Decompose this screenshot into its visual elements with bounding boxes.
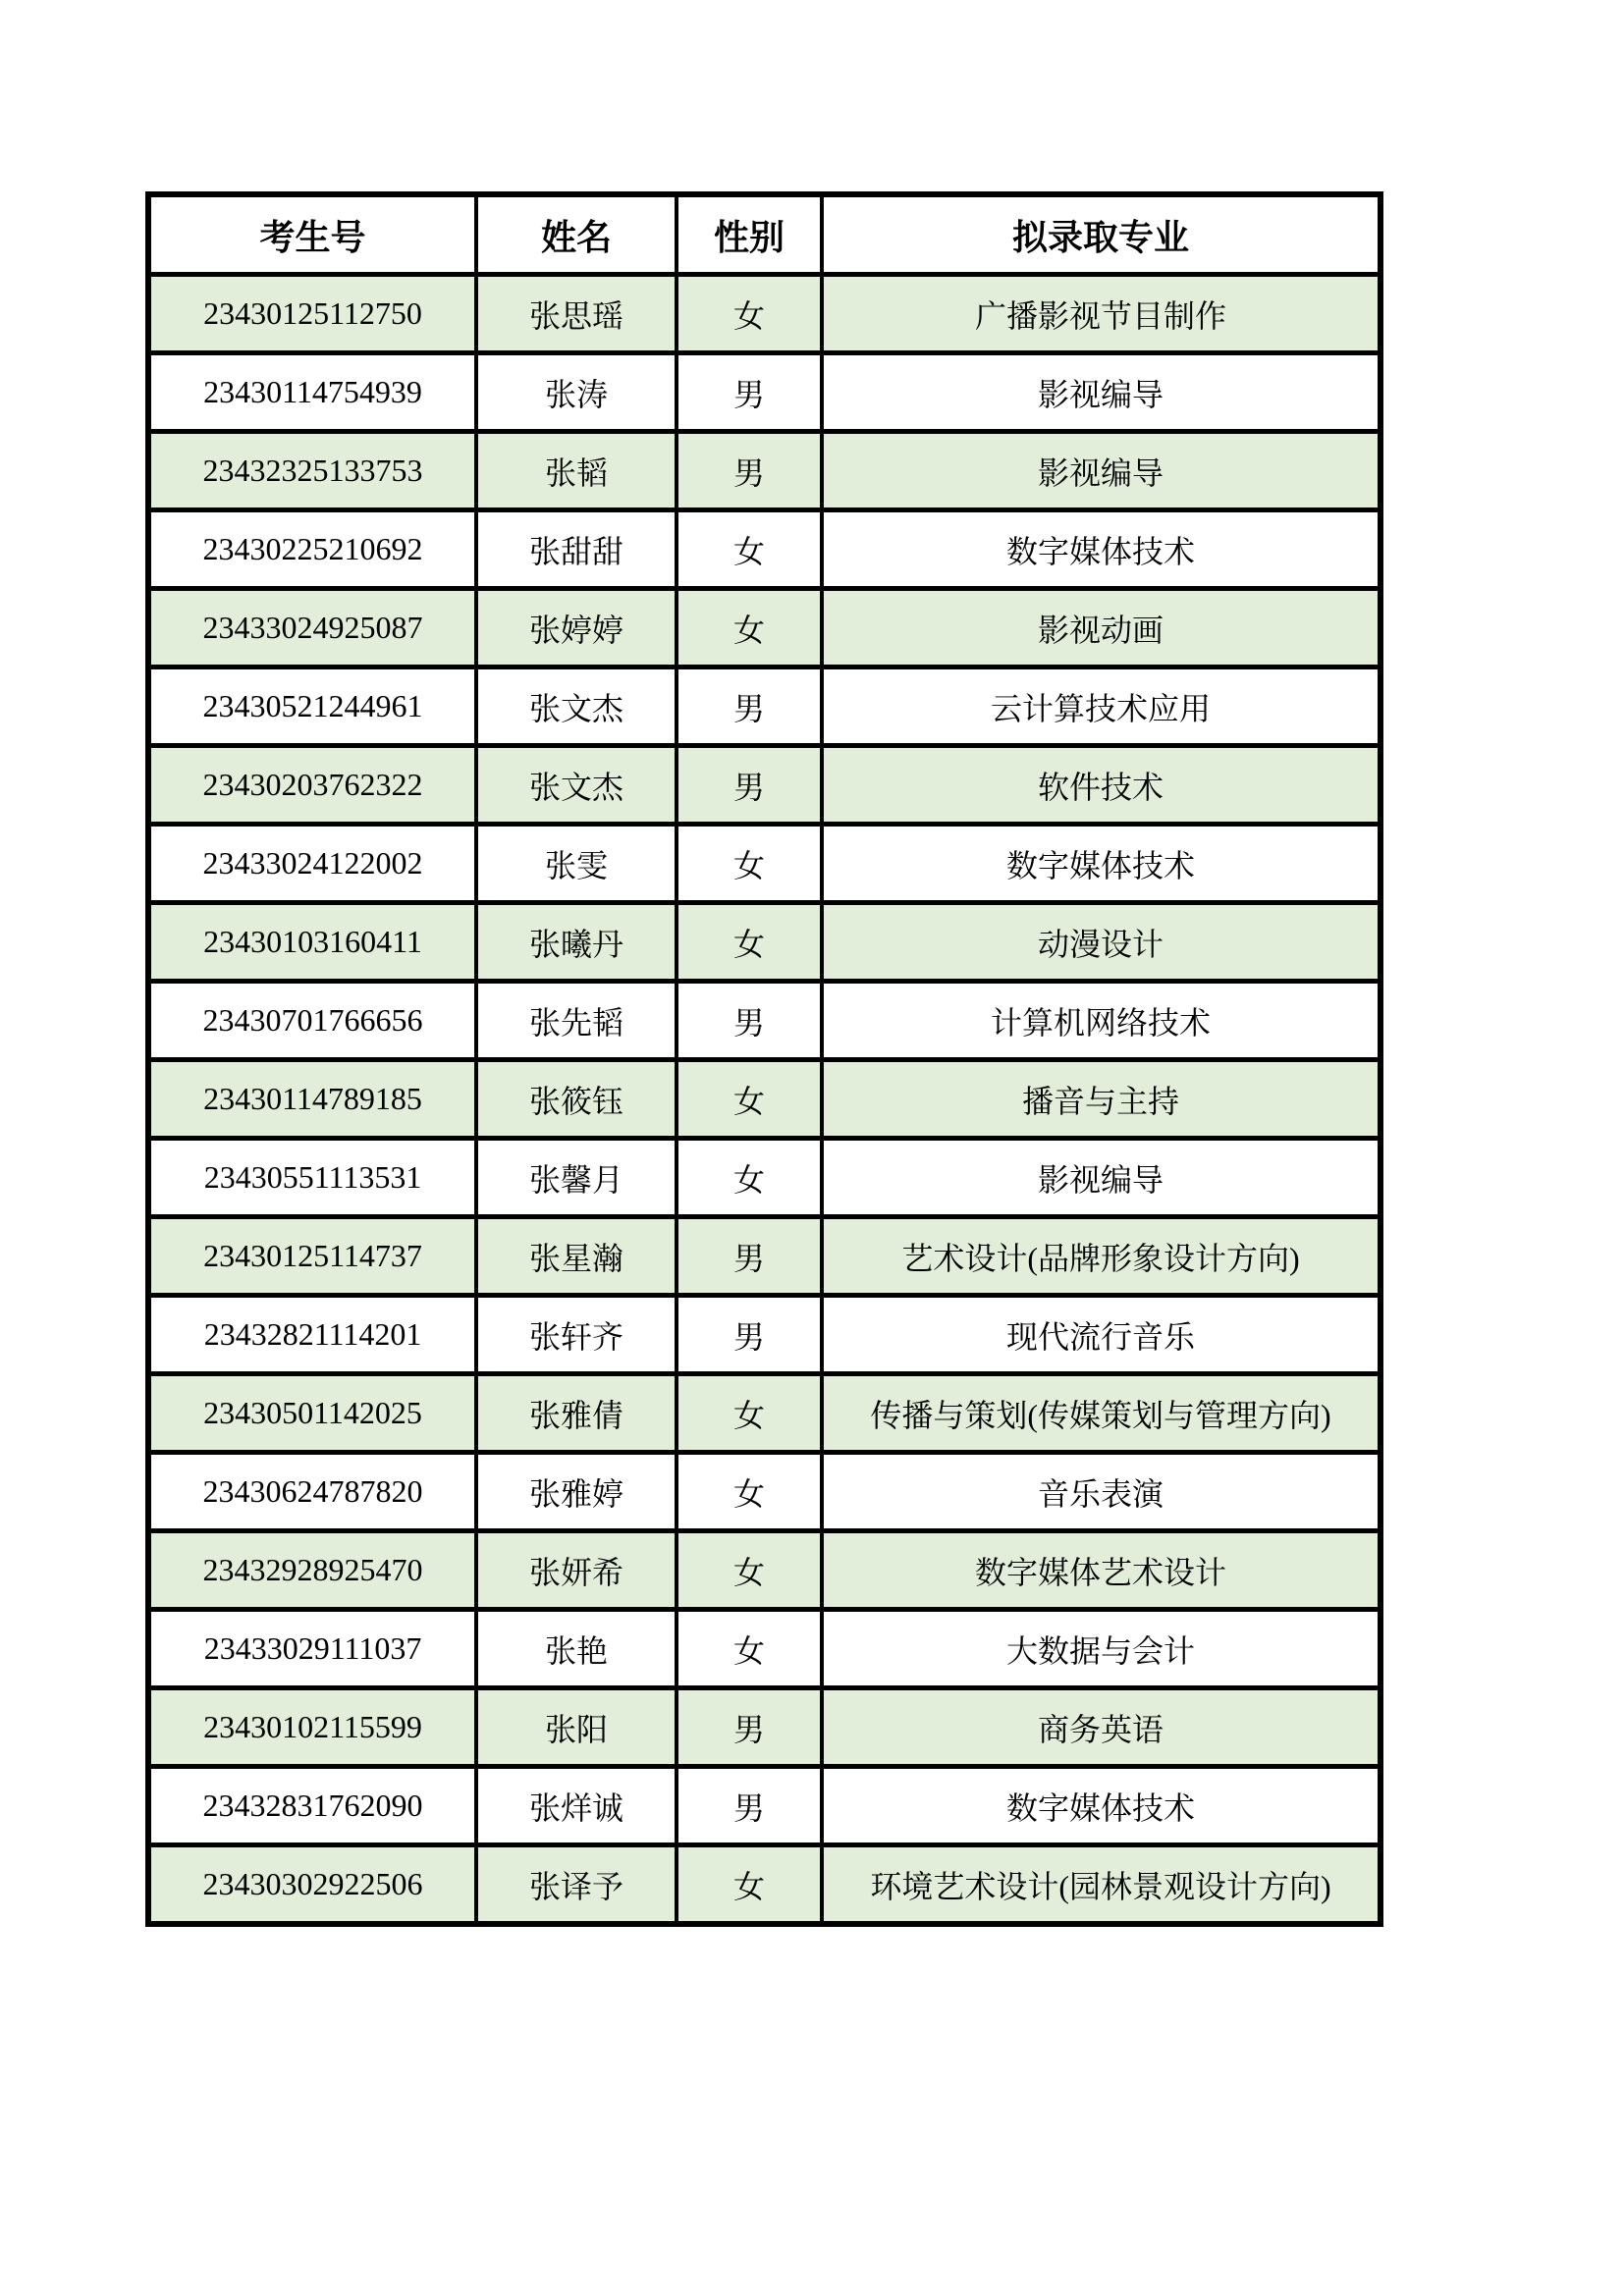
cell-major: 软件技术 xyxy=(822,746,1380,825)
cell-gender: 男 xyxy=(677,1688,822,1767)
cell-exam-no: 23430501142025 xyxy=(148,1374,476,1453)
cell-gender: 男 xyxy=(677,746,822,825)
cell-gender: 女 xyxy=(677,275,822,353)
table-row xyxy=(148,432,1380,510)
table-row xyxy=(148,1296,1380,1374)
col-header-major: 拟录取专业 xyxy=(822,194,1380,275)
cell-major: 数字媒体艺术设计 xyxy=(822,1531,1380,1610)
table-row xyxy=(148,1531,1380,1610)
cell-major: 广播影视节目制作 xyxy=(822,275,1380,353)
table-row xyxy=(148,1139,1380,1217)
cell-major: 商务英语 xyxy=(822,1688,1380,1767)
cell-name: 张雅婷 xyxy=(476,1453,677,1531)
cell-name: 张文杰 xyxy=(476,667,677,746)
cell-exam-no: 23430125114737 xyxy=(148,1217,476,1296)
cell-exam-no: 23430114754939 xyxy=(148,353,476,432)
cell-gender: 男 xyxy=(677,1296,822,1374)
table-row xyxy=(148,1453,1380,1531)
cell-exam-no: 23432821114201 xyxy=(148,1296,476,1374)
col-header-name: 姓名 xyxy=(476,194,677,275)
cell-major: 数字媒体技术 xyxy=(822,1767,1380,1845)
cell-exam-no: 23432831762090 xyxy=(148,1767,476,1845)
cell-exam-no: 23430551113531 xyxy=(148,1139,476,1217)
cell-major: 大数据与会计 xyxy=(822,1610,1380,1688)
cell-exam-no: 23433024925087 xyxy=(148,589,476,667)
admission-table xyxy=(145,191,1383,1927)
cell-major: 传播与策划(传媒策划与管理方向) xyxy=(822,1374,1380,1453)
cell-gender: 男 xyxy=(677,1217,822,1296)
cell-name: 张筱钰 xyxy=(476,1060,677,1139)
cell-gender: 男 xyxy=(677,1767,822,1845)
cell-exam-no: 23430225210692 xyxy=(148,510,476,589)
cell-major: 音乐表演 xyxy=(822,1453,1380,1531)
cell-name: 张涛 xyxy=(476,353,677,432)
table-row xyxy=(148,589,1380,667)
cell-gender: 女 xyxy=(677,1531,822,1610)
cell-name: 张韬 xyxy=(476,432,677,510)
cell-gender: 女 xyxy=(677,1139,822,1217)
cell-major: 艺术设计(品牌形象设计方向) xyxy=(822,1217,1380,1296)
table-row xyxy=(148,903,1380,982)
cell-major: 现代流行音乐 xyxy=(822,1296,1380,1374)
cell-major: 数字媒体技术 xyxy=(822,825,1380,903)
cell-major: 影视动画 xyxy=(822,589,1380,667)
cell-name: 张轩齐 xyxy=(476,1296,677,1374)
cell-name: 张先韬 xyxy=(476,982,677,1060)
cell-major: 播音与主持 xyxy=(822,1060,1380,1139)
cell-gender: 女 xyxy=(677,1845,822,1925)
cell-exam-no: 23430521244961 xyxy=(148,667,476,746)
cell-major: 数字媒体技术 xyxy=(822,510,1380,589)
cell-exam-no: 23432928925470 xyxy=(148,1531,476,1610)
table-row xyxy=(148,1217,1380,1296)
table-row xyxy=(148,1767,1380,1845)
cell-gender: 女 xyxy=(677,903,822,982)
cell-exam-no: 23430114789185 xyxy=(148,1060,476,1139)
cell-gender: 男 xyxy=(677,432,822,510)
cell-name: 张雅倩 xyxy=(476,1374,677,1453)
cell-exam-no: 23433024122002 xyxy=(148,825,476,903)
cell-major: 环境艺术设计(园林景观设计方向) xyxy=(822,1845,1380,1925)
cell-exam-no: 23430701766656 xyxy=(148,982,476,1060)
cell-name: 张馨月 xyxy=(476,1139,677,1217)
cell-name: 张曦丹 xyxy=(476,903,677,982)
cell-exam-no: 23430203762322 xyxy=(148,746,476,825)
table-row xyxy=(148,746,1380,825)
table-row xyxy=(148,1688,1380,1767)
cell-exam-no: 23432325133753 xyxy=(148,432,476,510)
col-header-exam-no: 考生号 xyxy=(148,194,476,275)
cell-major: 计算机网络技术 xyxy=(822,982,1380,1060)
cell-gender: 女 xyxy=(677,1610,822,1688)
cell-major: 动漫设计 xyxy=(822,903,1380,982)
cell-name: 张妍希 xyxy=(476,1531,677,1610)
cell-major: 影视编导 xyxy=(822,1139,1380,1217)
table-row xyxy=(148,353,1380,432)
cell-gender: 女 xyxy=(677,1453,822,1531)
cell-exam-no: 23430302922506 xyxy=(148,1845,476,1925)
cell-gender: 女 xyxy=(677,510,822,589)
cell-exam-no: 23430624787820 xyxy=(148,1453,476,1531)
cell-major: 影视编导 xyxy=(822,353,1380,432)
cell-major: 影视编导 xyxy=(822,432,1380,510)
header-row xyxy=(148,194,1380,275)
admission-table-wrap xyxy=(145,191,1383,1927)
cell-name: 张文杰 xyxy=(476,746,677,825)
cell-exam-no: 23430102115599 xyxy=(148,1688,476,1767)
table-row xyxy=(148,510,1380,589)
cell-gender: 女 xyxy=(677,589,822,667)
cell-name: 张甜甜 xyxy=(476,510,677,589)
cell-name: 张艳 xyxy=(476,1610,677,1688)
cell-name: 张婷婷 xyxy=(476,589,677,667)
cell-exam-no: 23433029111037 xyxy=(148,1610,476,1688)
cell-exam-no: 23430125112750 xyxy=(148,275,476,353)
table-row xyxy=(148,275,1380,353)
cell-name: 张阳 xyxy=(476,1688,677,1767)
cell-gender: 女 xyxy=(677,1374,822,1453)
table-row xyxy=(148,1610,1380,1688)
cell-gender: 女 xyxy=(677,1060,822,1139)
cell-gender: 女 xyxy=(677,825,822,903)
cell-name: 张星瀚 xyxy=(476,1217,677,1296)
cell-name: 张烊诚 xyxy=(476,1767,677,1845)
table-row xyxy=(148,825,1380,903)
cell-gender: 男 xyxy=(677,667,822,746)
table-row xyxy=(148,667,1380,746)
table-row xyxy=(148,982,1380,1060)
col-header-gender: 性别 xyxy=(677,194,822,275)
cell-name: 张译予 xyxy=(476,1845,677,1925)
cell-major: 云计算技术应用 xyxy=(822,667,1380,746)
table-row xyxy=(148,1845,1380,1925)
table-row xyxy=(148,1060,1380,1139)
cell-exam-no: 23430103160411 xyxy=(148,903,476,982)
cell-gender: 男 xyxy=(677,982,822,1060)
cell-name: 张思瑶 xyxy=(476,275,677,353)
table-row xyxy=(148,1374,1380,1453)
cell-name: 张雯 xyxy=(476,825,677,903)
cell-gender: 男 xyxy=(677,353,822,432)
